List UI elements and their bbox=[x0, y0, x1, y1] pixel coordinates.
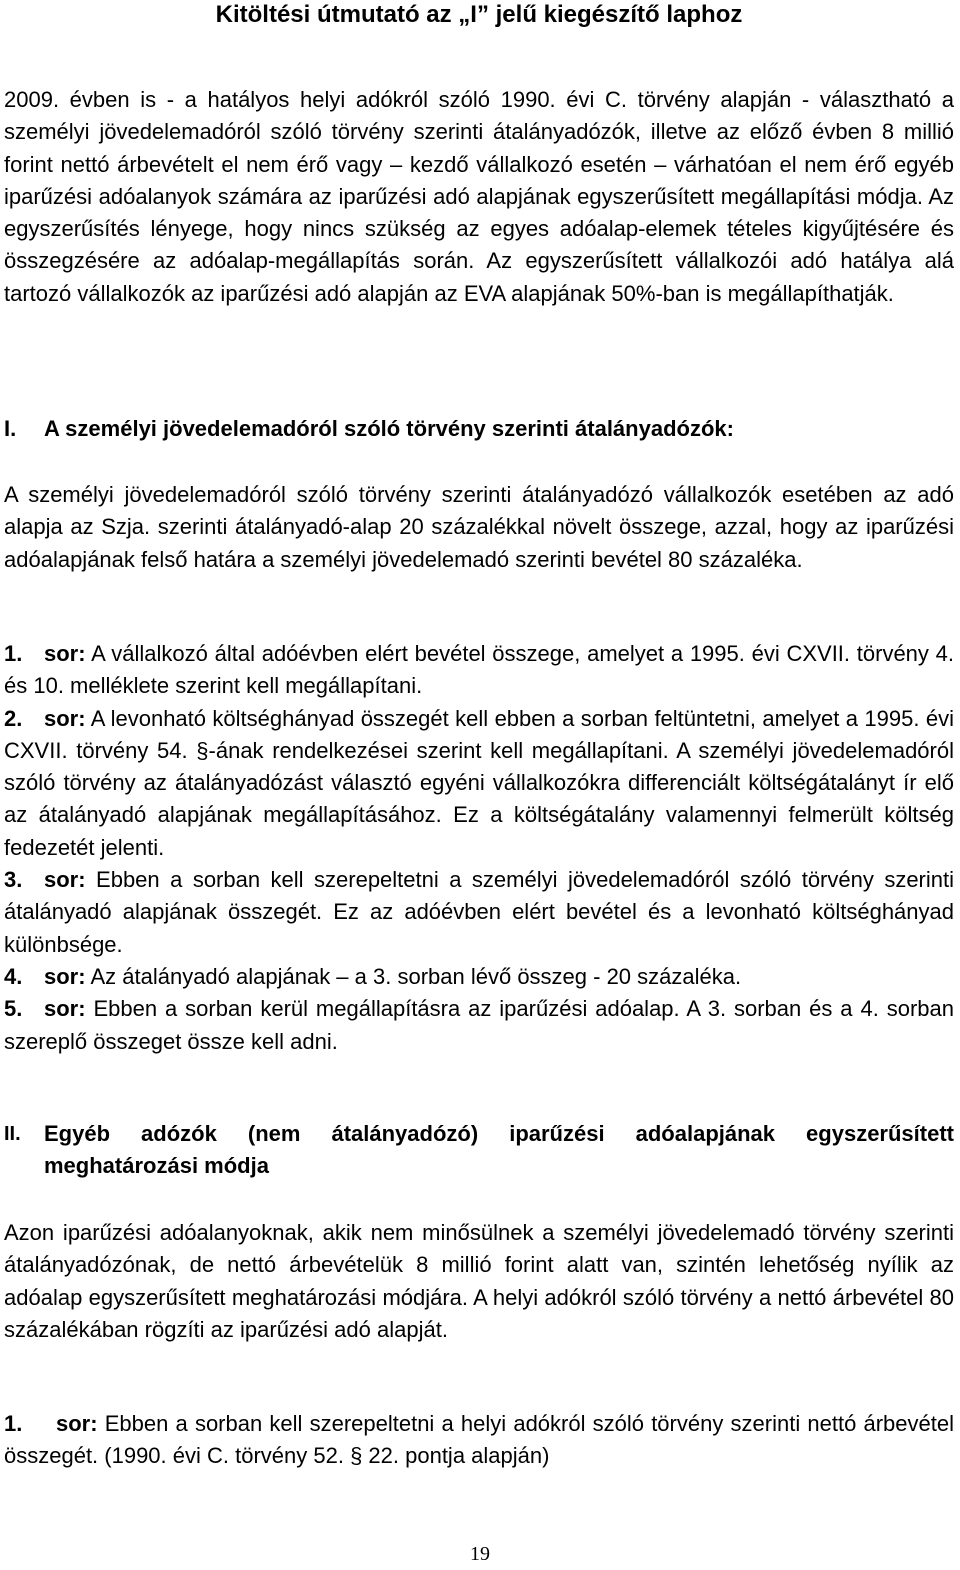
row-label: sor: bbox=[44, 641, 86, 666]
section-1-heading bbox=[4, 414, 954, 444]
section-2-number: II. bbox=[4, 1123, 21, 1145]
row-text: A levonható költséghányad összegét kell ebben a sorban feltüntetni, amelyet a 1995. évi CXVII. törvény 54. §-ának rendelkezései szerint kell megállapítani. A személyi jövedelemadóról szóló törvény az átalányadózást választó egyéni vállalkozókra differenciált költségátalányt ír elő az átalányadó alapjának megállapításához. Ez a költségátalány valamennyi felmerült költség fedezetét jelenti. bbox=[4, 705, 954, 860]
row-number: 1. bbox=[4, 641, 23, 666]
section-1-rows bbox=[4, 638, 954, 1058]
row-text: Ebben a sorban kell szerepeltetni a helyi adókról szóló törvény szerinti nettó árbevétel összegét. (1990. évi C. törvény 52. § 22. pontja alapján) bbox=[4, 1411, 954, 1469]
document-title: Kitöltési útmutató az „I” jelű kiegészítő laphoz bbox=[215, 1, 743, 28]
row-description bbox=[4, 703, 954, 864]
section-1-number: I. bbox=[4, 416, 17, 441]
row-text: Az átalányadó alapjának – a 3. sorban lévő összeg - 20 százaléka. bbox=[85, 963, 742, 989]
row-label: sor: bbox=[44, 996, 86, 1022]
row-label: sor: bbox=[44, 867, 86, 893]
section-2-rows bbox=[4, 1408, 954, 1473]
row-label: sor: bbox=[44, 705, 86, 731]
row-description bbox=[4, 864, 954, 961]
row-text: A vállalkozó által adóévben elért bevétel összege, amelyet a 1995. évi CXVII. törvény 4. és 10. melléklete szerint kell megállapítani. bbox=[4, 641, 954, 699]
row-description bbox=[4, 638, 954, 703]
row-number: 5. bbox=[4, 996, 23, 1022]
row-description bbox=[4, 961, 954, 993]
row-label: sor: bbox=[56, 1411, 98, 1436]
section-2-body: Azon iparűzési adóalanyoknak, akik nem minősülnek a személyi jövedelemadó törvény szerinti átalányadózónak, de nettó árbevételük 8 millió forint alatt van, szintén lehetőség nyílik az adóalap egyszerűsített meghatározási módjára. A helyi adókról szóló törvény a nettó árbevétel 80 százalékában rögzíti az iparűzési adó alapját. bbox=[4, 1220, 954, 1342]
section-1-title: A személyi jövedelemadóról szóló törvény szerinti átalányadózók: bbox=[44, 416, 734, 441]
row-label: sor: bbox=[44, 963, 86, 989]
section-2-title: Egyéb adózók (nem átalányadózó) iparűzési adóalapjának egyszerűsített meghatározási módja bbox=[44, 1121, 954, 1178]
intro-paragraph: 2009. évben is - a hatályos helyi adókról szóló 1990. évi C. törvény alapján - választható a személyi jövedelemadóról szóló törvény szerinti átalányadózók, illetve az előző évben 8 millió forint nettó árbevételt el nem érő vagy – kezdő vállalkozó esetén – várhatóan el nem érő egyéb iparűzési adóalanyok számára az iparűzési adó alapjának egyszerűsített megállapítási módja. Az egyszerűsítés lényege, hogy nincs szükség az egyes adóalap-elemek tételes kigyűjtésére és összegzésére az adóalap-megállapítás során. Az egyszerűsített vállalkozói adó hatálya alá tartozó vállalkozók az iparűzési adó alapján az EVA alapjának 50%-ban is megállapíthatják. bbox=[4, 87, 954, 306]
section-1-body: A személyi jövedelemadóról szóló törvény szerinti átalányadózó vállalkozók esetében az adó alapja az Szja. szerinti átalányadó-alap 20 százalékkal növelt összege, azzal, hogy az iparűzési adóalapjának felső határa a személyi jövedelemadó szerinti bevétel 80 százaléka. bbox=[4, 482, 954, 572]
row-text: Ebben a sorban kell szerepeltetni a személyi jövedelemadóról szóló törvény szerinti átalányadó alapjának összegét. Ez az adóévben elért bevétel és a levonható költséghányad különbsége. bbox=[4, 867, 954, 957]
section-2-heading bbox=[4, 1118, 954, 1182]
page-number: 19 bbox=[470, 1543, 490, 1565]
row-description bbox=[4, 993, 954, 1058]
row-number: 4. bbox=[4, 963, 23, 989]
row-number: 2. bbox=[4, 705, 23, 731]
row-description bbox=[4, 1408, 954, 1473]
row-number: 3. bbox=[4, 867, 23, 893]
row-text: Ebben a sorban kerül megállapításra az iparűzési adóalap. A 3. sorban és a 4. sorban szereplő összeget össze kell adni. bbox=[4, 996, 954, 1054]
row-number: 1. bbox=[4, 1411, 23, 1436]
